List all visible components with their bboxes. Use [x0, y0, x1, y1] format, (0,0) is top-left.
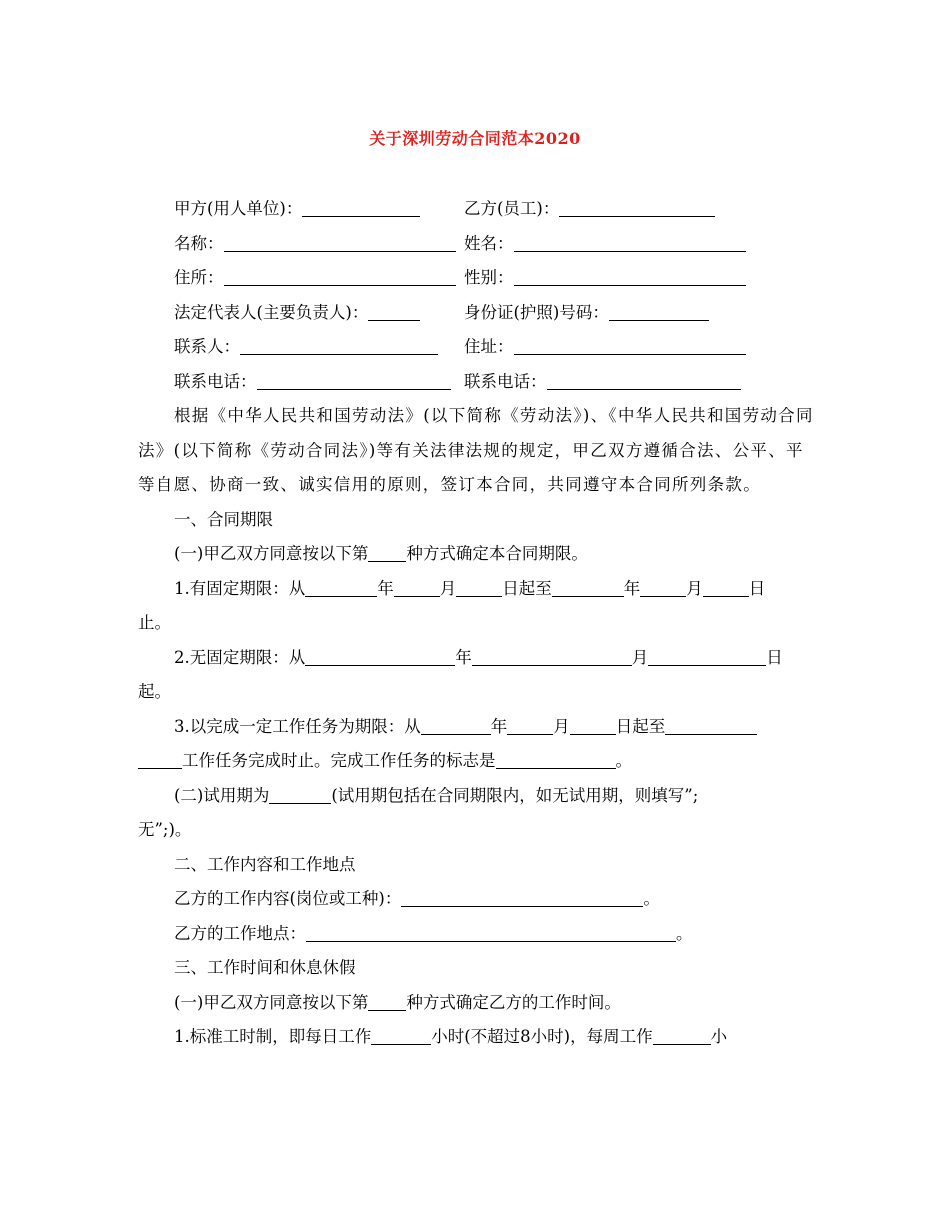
address-field: 住所： [174, 261, 464, 296]
job-content-line: 乙方的工作内容(岗位或工种)： 。 [138, 882, 814, 917]
blank-line[interactable] [401, 886, 643, 907]
blank-line[interactable] [496, 748, 616, 769]
blank-line[interactable] [224, 231, 456, 252]
task-term-line-cont: 工作任务完成时止。完成工作任务的标志是 。 [138, 744, 814, 779]
section-3-heading: 三、工作时间和休息休假 [174, 958, 356, 977]
section-1-heading: 一、合同期限 [174, 509, 273, 529]
gender-field: 性别： [464, 261, 814, 296]
section-2-heading: 二、工作内容和工作地点 [174, 854, 356, 874]
blank-line[interactable] [138, 748, 182, 769]
probation-line-end: 无”;)。 [138, 820, 192, 839]
blank-line[interactable] [648, 645, 766, 666]
blank-line[interactable] [552, 576, 624, 597]
blank-line[interactable] [472, 645, 632, 666]
blank-line[interactable] [507, 714, 553, 735]
open-term-line: 2.无固定期限：从 年 月 日 [138, 641, 814, 676]
blank-line[interactable] [421, 714, 491, 735]
residence-field: 住址： [464, 330, 814, 365]
section-1-clause-1: (一)甲乙双方同意按以下第 种方式确定本合同期限。 [138, 537, 814, 572]
party-info-grid [138, 192, 814, 399]
fixed-term-line: 1.有固定期限：从 年 月 日起至 年 月 日 [138, 572, 814, 607]
intro-paragraph: 根据《中华人民共和国劳动法》(以下简称《劳动法》)、《中华人民共和国劳动合同法》(以下简称《劳动合同法》)等有关法律法规的规定，甲乙双方遵循合法、公平、平等自愿、协商一致、诚实信用的原则，签订本合同，共同遵守本合同所列条款。 [138, 406, 814, 494]
blank-line[interactable] [559, 196, 715, 217]
blank-line[interactable] [547, 369, 741, 390]
blank-line[interactable] [368, 990, 406, 1011]
blank-line[interactable] [371, 1024, 431, 1045]
standard-hours-line: 1.标准工时制，即每日工作 小时(不超过8小时)，每周工作 小 [138, 1020, 814, 1055]
blank-line[interactable] [456, 576, 502, 597]
blank-line[interactable] [240, 334, 438, 355]
blank-line[interactable] [703, 576, 749, 597]
task-term-line: 3.以完成一定工作任务为期限：从 年 月 日起至 [138, 710, 814, 745]
phone-b-field: 联系电话： [464, 365, 814, 400]
blank-line[interactable] [570, 714, 616, 735]
name-field: 名称： [174, 227, 464, 262]
blank-line[interactable] [368, 300, 420, 321]
party-b-field: 乙方(员工)： [464, 192, 814, 227]
blank-line[interactable] [665, 714, 757, 735]
blank-line[interactable] [302, 196, 420, 217]
blank-line[interactable] [514, 265, 746, 286]
blank-line[interactable] [514, 334, 746, 355]
blank-line[interactable] [305, 576, 377, 597]
blank-line[interactable] [653, 1024, 711, 1045]
blank-line[interactable] [305, 645, 455, 666]
work-location-line: 乙方的工作地点： 。 [138, 917, 814, 952]
blank-line[interactable] [269, 783, 331, 804]
full-name-field: 姓名： [464, 227, 814, 262]
open-term-line-end: 起。 [138, 682, 171, 701]
blank-line[interactable] [394, 576, 440, 597]
blank-line[interactable] [368, 541, 406, 562]
blank-line[interactable] [306, 921, 676, 942]
section-3-clause-1: (一)甲乙双方同意按以下第 种方式确定乙方的工作时间。 [138, 986, 814, 1021]
blank-line[interactable] [640, 576, 686, 597]
phone-a-field: 联系电话： [174, 365, 464, 400]
document-title: 关于深圳劳动合同范本2020 [369, 129, 581, 148]
fixed-term-line-end: 止。 [138, 613, 171, 632]
blank-line[interactable] [609, 300, 709, 321]
blank-line[interactable] [224, 265, 456, 286]
document-body [138, 192, 814, 1055]
legal-rep-field: 法定代表人(主要负责人)： [174, 296, 464, 331]
contact-person-field: 联系人： [174, 330, 464, 365]
blank-line[interactable] [514, 231, 746, 252]
probation-line: (二)试用期为 (试用期包括在合同期限内，如无试用期，则填写”; [138, 779, 814, 814]
blank-line[interactable] [257, 369, 451, 390]
id-number-field: 身份证(护照)号码： [464, 296, 814, 331]
party-a-field: 甲方(用人单位)： [174, 192, 464, 227]
